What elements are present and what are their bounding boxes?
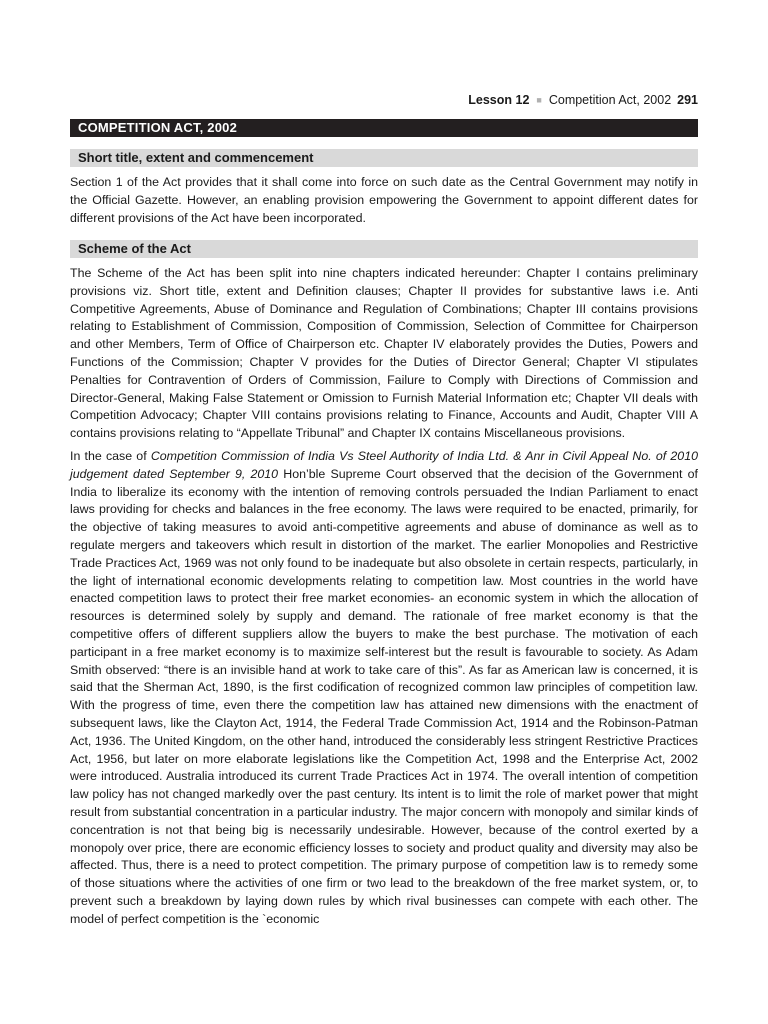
running-head-topic: Competition Act, 2002 — [548, 93, 672, 107]
paragraph-short-title: Section 1 of the Act provides that it shall come into force on such date as the Central Government may notify in the Official Gazette. However, an enabling provision empowering the Government to appoint different dates for different provisions of the Act have been incorporated. — [70, 175, 698, 225]
separator-square-icon: ■ — [536, 95, 542, 105]
case-lead-text: In the case of — [70, 449, 151, 463]
case-body-text: Hon’ble Supreme Court observed that the decision of the Government of India to liberalize its economy with the intention of removing controls persuaded the Indian Parliament to enact laws providing for checks and balances in the free economy. The laws were required to be enacted, primarily, for the objective of taking measures to avoid anti-competitive agreements and abuse of dominance as well as to regulate mergers and takeovers which result in distortion of the market. The earlier Monopolies and Restrictive Trade Practices Act, 1969 was not only found to be inadequate but also obsolete in certain respects, particularly, in the light of international economic developments relating to competition law. Most countries in the world have enacted competition laws to protect their free market economies- an economic system in which the allocation of resources is determined solely by supply and demand. The rationale of free market economy is that the competitive offers of different suppliers allow the buyers to make the best purchase. The motivation of each participant in a free market economy is to maximize self-interest but the result is favourable to society. As Adam Smith observed: “there is an invisible hand at work to take care of this”. As far as American law is concerned, it is said that the Sherman Act, 1890, is the first codification of recognized common law principles of competition law. With the progress of time, even there the competition law has attained new dimensions with the enactment of subsequent laws, like the Clayton Act, 1914, the Federal Trade Commission Act, 1914 and the Robinson-Patman Act, 1936. The United Kingdom, on the other hand, introduced the considerably less stringent Restrictive Practices Act, 1956, but later on more elaborate legislations like the Competition Act, 1998 and the Enterprise Act, 2002 were introduced. Australia introduced its current Trade Practices Act in 1974. The overall intention of competition law policy has not changed markedly over the past century. Its intent is to limit the role of market power that might result from substantial concentration in a particular industry. The major concern with monopoly and similar kinds of concentration is not that being big is necessarily undesirable. However, because of the control exerted by a monopoly over price, there are economic efficiency losses to society and product quality and diversity may also be affected. Thus, there is a need to protect competition. The primary purpose of competition law is to remedy some of those situations where the activities of one firm or two lead to the breakdown of the free market system, or, to prevent such a breakdown by laying down rules by which rival businesses can compete with each other. The model of perfect competition is the `economic — [70, 466, 698, 926]
section-heading-short-title: Short title, extent and commencement — [70, 149, 698, 167]
lesson-number: Lesson 12 — [468, 93, 530, 107]
section-heading-scheme: Scheme of the Act — [70, 240, 698, 258]
case-citation: Competition Commission of India Vs Steel Authority of India Ltd. & Anr in Civil Appeal No. of 2010 judgement dated September 9, 2010 — [70, 449, 698, 481]
chapter-title: COMPETITION ACT, 2002 — [70, 119, 698, 137]
paragraph-scheme: The Scheme of the Act has been split into nine chapters indicated hereunder: Chapter I contains preliminary provisions viz. Short title, extent and Definition clauses; Chapter II provides for substantive laws i.e. Anti Competitive Agreements, Abuse of Dominance and Regulation of Combinations; Chapter III contains provisions relating to Establishment of Commission, Composition of Commission, Selection of Committee for Chairperson and other Members, Term of Office of Chairperson etc. Chapter IV elaborately provides the Duties, Powers and Functions of the Commission; Chapter V provides for the Duties of Director General; Chapter VI stipulates Penalties for Contravention of Orders of Commission, Failure to Comply with Directions of Commission and Director-General, Making False Statement or Omission to Furnish Material Information etc; Chapter VII deals with Competition Advocacy; Chapter VIII contains provisions relating to Finance, Accounts and Audit, Chapter VIII A contains provisions relating to “Appellate Tribunal” and Chapter IX contains Miscellaneous provisions. — [70, 266, 698, 441]
paragraph-case-law — [70, 448, 698, 929]
page-number: 291 — [677, 93, 698, 107]
running-head — [468, 92, 698, 108]
